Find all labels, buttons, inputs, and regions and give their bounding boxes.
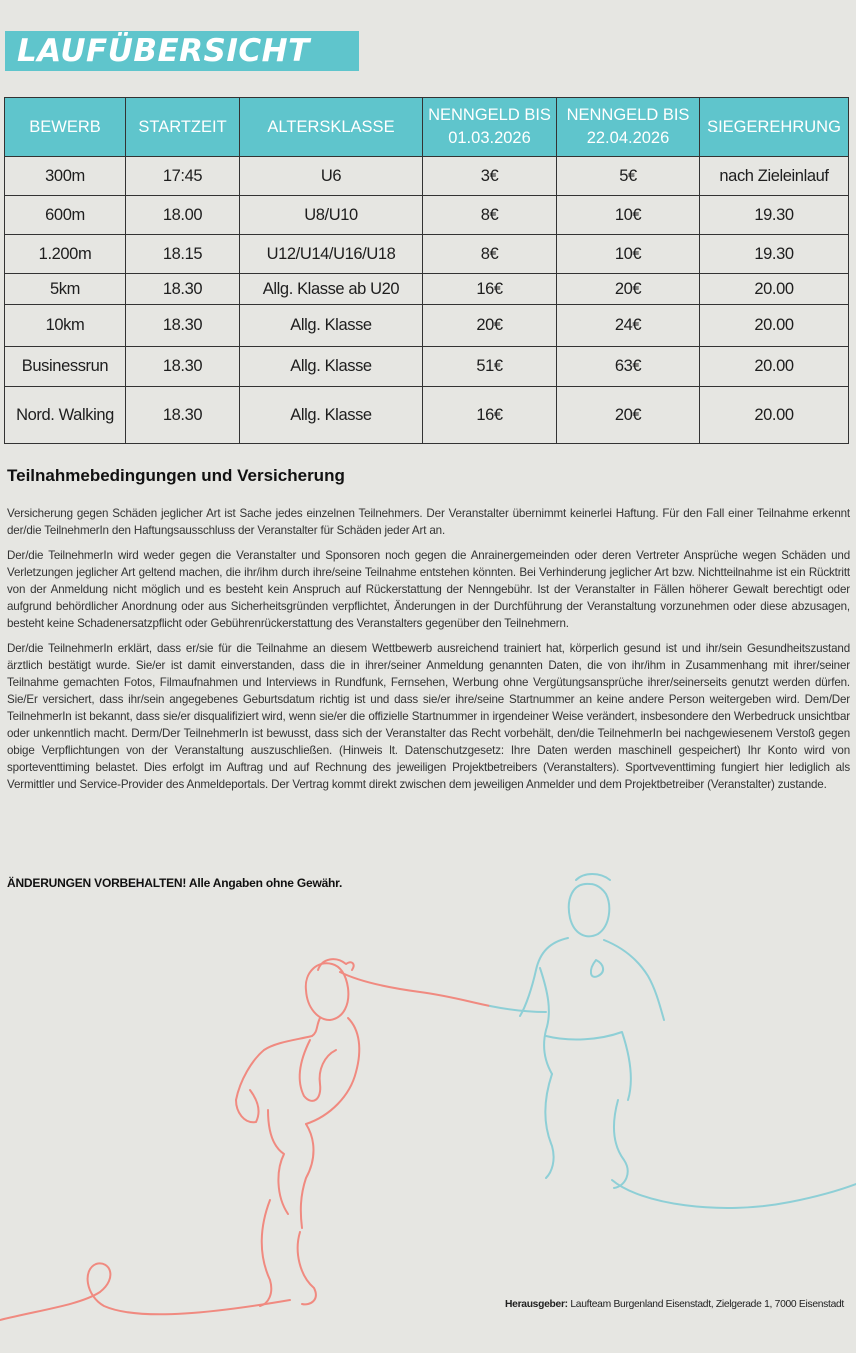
- table-cell: 18.00: [126, 196, 240, 235]
- table-cell: 1.200m: [5, 235, 126, 274]
- table-cell: nach Zieleinlauf: [700, 157, 849, 196]
- table-cell: 20.00: [700, 305, 849, 347]
- table-cell: 600m: [5, 196, 126, 235]
- table-cell: 20.00: [700, 274, 849, 305]
- race-overview-table: [4, 97, 849, 444]
- runners-illustration: [0, 860, 856, 1340]
- female-runner-drawing: [236, 959, 490, 1306]
- table-cell: Allg. Klasse: [240, 347, 423, 387]
- conditions-heading: Teilnahmebedingungen und Versicherung: [7, 466, 345, 485]
- table-cell: 17:45: [126, 157, 240, 196]
- table-cell: 10€: [557, 196, 700, 235]
- table-cell: 300m: [5, 157, 126, 196]
- male-runner-drawing: [490, 874, 856, 1208]
- table-row: [5, 387, 849, 444]
- conditions-text: [7, 505, 850, 801]
- page-title: LAUFÜBERSICHT: [17, 33, 310, 69]
- table-cell: Allg. Klasse: [240, 387, 423, 444]
- table-cell: 18.30: [126, 387, 240, 444]
- table-cell: 16€: [423, 387, 557, 444]
- table-row: [5, 274, 849, 305]
- changes-notice: ÄNDERUNGEN VORBEHALTEN! Alle Angaben ohne Gewähr.: [7, 876, 343, 890]
- decorative-swirl: [0, 1263, 290, 1320]
- table-cell: 20€: [557, 274, 700, 305]
- table-cell: 5km: [5, 274, 126, 305]
- column-header: NENNGELD BIS 01.03.2026: [423, 98, 557, 157]
- conditions-paragraph: Der/die TeilnehmerIn wird weder gegen die Veranstalter und Sponsoren noch gegen die Anrainergemeinden oder deren Vertreter Ansprüche wegen Schäden und Verletzungen jeglicher Art geltend machen, die ihr/ihm durch ihre/seine Teilnahme entstehen könnten. Bei Verhinderung jeglicher Art bzw. Nichtteilnahme ist ein Rücktritt von der Anmeldung nicht möglich und es besteht kein Anspruch auf Rückerstattung der Nenngebühr. Ist der Veranstalter in Fällen höherer Gewalt berechtigt oder aufgrund behördlicher Anordnung oder aus Sicherheitsgründen verpflichtet, Änderungen in der Durchführung der Veranstaltung vorzunehmen oder diese abzusagen, besteht keine Schadenersatzpflicht oder Gebührenrückerstattung des Veranstalters gegenüber den Teilnehmern.: [7, 548, 850, 631]
- table-cell: U8/U10: [240, 196, 423, 235]
- column-header: NENNGELD BIS 22.04.2026: [557, 98, 700, 157]
- column-header: BEWERB: [5, 98, 126, 157]
- table-row: [5, 347, 849, 387]
- table-cell: 63€: [557, 347, 700, 387]
- table-row: [5, 157, 849, 196]
- table-cell: 5€: [557, 157, 700, 196]
- table-cell: 16€: [423, 274, 557, 305]
- publisher-label: Herausgeber:: [505, 1299, 568, 1310]
- table-cell: U6: [240, 157, 423, 196]
- table-cell: 19.30: [700, 235, 849, 274]
- publisher-text: Laufteam Burgenland Eisenstadt, Zielgerade 1, 7000 Eisenstadt: [567, 1299, 844, 1310]
- conditions-paragraph: Der/die TeilnehmerIn erklärt, dass er/sie für die Teilnahme an diesem Wettbewerb ausreichend trainiert hat, körperlich gesund ist und ihr/sein Gesundheitszustand ärztlich bestätigt wurde. Sie/er ist damit einverstanden, dass die in ihrer/seiner Anmeldung genannten Daten, die von ihr/ihm in Zusammenhang mit ihrer/seiner Teilnahme gemachten Fotos, Filmaufnahmen und Interviews in Rundfunk, Fernsehen, Werbung ohne Vergütungsansprüche ihrer/seinerseits genutzt werden dürfen. Sie/Er versichert, dass ihr/sein angegebenes Geburtsdatum richtig ist und dass sie/er ihre/seine Startnummer an keine andere Person weitergeben wird. Dem/Der TeilnehmerIn ist bekannt, dass sie/er disqualifiziert wird, wenn sie/er die offizielle Startnummer in irgendeiner Weise verändert, insbesondere den Werbedruck unsichtbar oder unkenntlich macht. Derm/Der TeilnehmerIn ist bewusst, dass sich der Veranstalter das Recht vorbehält, den/die TeilnehmerIn bei nachgewiesenem Verstoß gegen obige Verpflichtungen von der Veranstaltung auszuschließen. (Hinweis lt. Datenschutzgesetz: Ihre Daten werden maschinell gespeichert) Ihr Konto wird von sporteventtiming belastet. Dies erfolgt im Auftrag und auf Rechnung des jeweiligen Projektbetreibers (Veranstalters). Sportveventtiming fungiert hier lediglich als Vermittler und Service-Provider des Anmeldeportals. Der Vertrag kommt direkt zwischen dem jeweiligen Anmelder und dem Projektbetreiber (Veranstalter) zustande.: [7, 641, 850, 792]
- column-header: ALTERSKLASSE: [240, 98, 423, 157]
- table-cell: 8€: [423, 235, 557, 274]
- table-header-row: [5, 98, 849, 157]
- table-row: [5, 235, 849, 274]
- table-cell: 18.30: [126, 347, 240, 387]
- table-cell: Businessrun: [5, 347, 126, 387]
- table-cell: Allg. Klasse: [240, 305, 423, 347]
- table-row: [5, 305, 849, 347]
- table-cell: 20.00: [700, 387, 849, 444]
- table-cell: Nord. Walking: [5, 387, 126, 444]
- table-cell: 8€: [423, 196, 557, 235]
- table-cell: 18.30: [126, 305, 240, 347]
- title-banner: [5, 31, 359, 71]
- table-cell: 20.00: [700, 347, 849, 387]
- table-cell: 18.15: [126, 235, 240, 274]
- column-header: SIEGEREHRUNG: [700, 98, 849, 157]
- publisher-footer: [505, 1299, 844, 1310]
- table-cell: 51€: [423, 347, 557, 387]
- table-cell: 10km: [5, 305, 126, 347]
- table-cell: 18.30: [126, 274, 240, 305]
- table-cell: 20€: [423, 305, 557, 347]
- table-row: [5, 196, 849, 235]
- column-header: STARTZEIT: [126, 98, 240, 157]
- table-cell: 10€: [557, 235, 700, 274]
- table-cell: 19.30: [700, 196, 849, 235]
- table-cell: 24€: [557, 305, 700, 347]
- table-cell: 20€: [557, 387, 700, 444]
- table-cell: 3€: [423, 157, 557, 196]
- table-cell: U12/U14/U16/U18: [240, 235, 423, 274]
- table-cell: Allg. Klasse ab U20: [240, 274, 423, 305]
- conditions-paragraph: Versicherung gegen Schäden jeglicher Art ist Sache jedes einzelnen Teilnehmers. Der Veranstalter übernimmt keinerlei Haftung. Für den Fall einer Teilnahme erkennt der/die TeilnehmerIn den Haftungsausschluss der Veranstalter für Schäden jeder Art an.: [7, 507, 850, 538]
